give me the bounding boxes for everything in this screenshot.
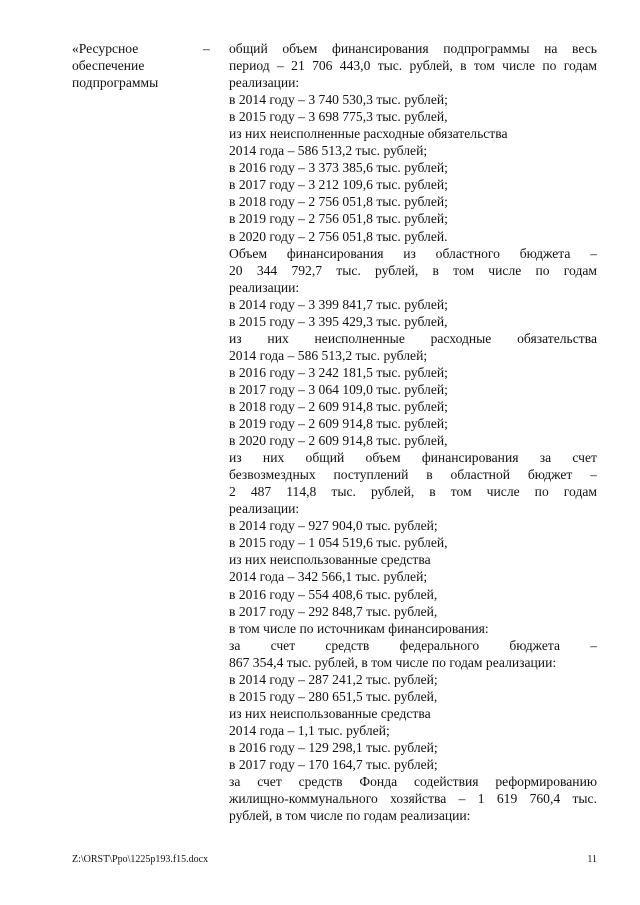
financing-line: за счет средств федерального бюджета – bbox=[229, 637, 597, 653]
financing-description bbox=[229, 40, 597, 824]
footer-page-number: 11 bbox=[587, 854, 597, 865]
financing-line: в 2014 году – 3 399 841,7 тыс. рублей; bbox=[229, 296, 448, 312]
financing-line: реализации: bbox=[229, 279, 300, 295]
financing-line: Объем финансирования из областного бюджета – bbox=[229, 245, 597, 261]
financing-line: жилищно-коммунального хозяйства – 1 619 760,4 тыс. bbox=[229, 791, 597, 807]
resource-label-line: обеспечение bbox=[72, 58, 145, 73]
financing-line: в 2014 году – 3 740 530,3 тыс. рублей; bbox=[229, 92, 448, 108]
financing-line: из них неиспользованные средства bbox=[229, 705, 431, 721]
financing-line: рублей, в том числе по годам реализации: bbox=[229, 808, 471, 824]
financing-line: в 2014 году – 927 904,0 тыс. рублей; bbox=[229, 518, 438, 534]
financing-line: из них неисполненные расходные обязательства bbox=[229, 126, 508, 142]
financing-line: в 2015 году – 280 651,5 тыс. рублей, bbox=[229, 688, 438, 704]
label-dash: – bbox=[203, 41, 210, 56]
financing-line: реализации: bbox=[229, 75, 300, 91]
financing-line: в 2017 году – 292 848,7 тыс. рублей, bbox=[229, 603, 438, 619]
resource-label bbox=[72, 40, 172, 91]
financing-line: в 2016 году – 129 298,1 тыс. рублей; bbox=[229, 739, 438, 755]
financing-line: в 2015 году – 3 395 429,3 тыс. рублей, bbox=[229, 313, 448, 329]
financing-line: 2014 года – 342 566,1 тыс. рублей; bbox=[229, 569, 428, 585]
financing-line: в 2015 году – 1 054 519,6 тыс. рублей, bbox=[229, 535, 448, 551]
financing-line: в 2019 году – 2 756 051,8 тыс. рублей; bbox=[229, 211, 448, 227]
resource-label-line: «Ресурсное bbox=[72, 41, 139, 56]
financing-line: период – 21 706 443,0 тыс. рублей, в том числе по годам bbox=[229, 58, 597, 74]
financing-line: из них неисполненные расходные обязательства bbox=[229, 330, 597, 346]
financing-line: в 2020 году – 2 756 051,8 тыс. рублей. bbox=[229, 228, 448, 244]
financing-line: в 2016 году – 554 408,6 тыс. рублей, bbox=[229, 586, 438, 602]
financing-line: 2014 года – 586 513,2 тыс. рублей; bbox=[229, 143, 428, 159]
financing-line: в 2019 году – 2 609 914,8 тыс. рублей; bbox=[229, 416, 448, 432]
resource-label-line: подпрограммы bbox=[72, 75, 159, 90]
financing-line: 867 354,4 тыс. рублей, в том числе по годам реализации: bbox=[229, 654, 557, 670]
financing-line: в 2017 году – 3 212 109,6 тыс. рублей; bbox=[229, 177, 448, 193]
financing-line: в 2020 году – 2 609 914,8 тыс. рублей, bbox=[229, 433, 448, 449]
financing-line: в 2018 году – 2 609 914,8 тыс. рублей; bbox=[229, 398, 448, 414]
financing-line: в 2015 году – 3 698 775,3 тыс. рублей, bbox=[229, 109, 448, 125]
financing-line: 2014 года – 1,1 тыс. рублей; bbox=[229, 722, 390, 738]
financing-line: в 2017 году – 170 164,7 тыс. рублей; bbox=[229, 756, 438, 772]
financing-line: в том числе по источникам финансирования: bbox=[229, 620, 489, 636]
financing-line: реализации: bbox=[229, 501, 300, 517]
financing-line: в 2017 году – 3 064 109,0 тыс. рублей; bbox=[229, 381, 448, 397]
financing-line: в 2016 году – 3 373 385,6 тыс. рублей; bbox=[229, 160, 448, 176]
financing-line: в 2018 году – 2 756 051,8 тыс. рублей; bbox=[229, 194, 448, 210]
financing-line: за счет средств Фонда содействия реформированию bbox=[229, 774, 597, 790]
financing-line: 2 487 114,8 тыс. рублей, в том числе по годам bbox=[229, 484, 597, 500]
financing-line: 2014 года – 586 513,2 тыс. рублей; bbox=[229, 347, 428, 363]
financing-line: безвозмездных поступлений в областной бюджет – bbox=[229, 467, 597, 483]
financing-line: общий объем финансирования подпрограммы на весь bbox=[229, 41, 597, 56]
financing-line: в 2014 году – 287 241,2 тыс. рублей; bbox=[229, 671, 438, 687]
footer-file-path: Z:\ORST\Ppo\1225p193.f15.docx bbox=[72, 854, 209, 865]
financing-line: 20 344 792,7 тыс. рублей, в том числе по годам bbox=[229, 262, 597, 278]
financing-line: из них неиспользованные средства bbox=[229, 552, 431, 568]
financing-line: в 2016 году – 3 242 181,5 тыс. рублей; bbox=[229, 364, 448, 380]
financing-line: из них общий объем финансирования за счет bbox=[229, 450, 597, 466]
